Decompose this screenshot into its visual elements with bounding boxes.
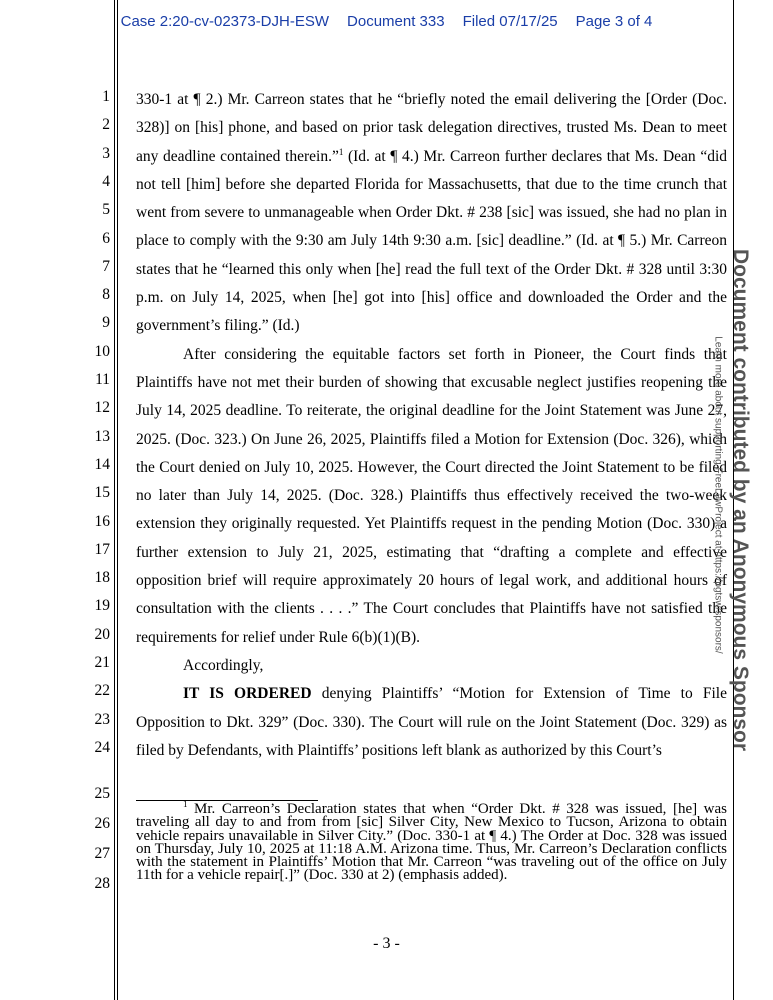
line-number: 11 [95,371,110,388]
ecf-header [0,13,773,30]
line-number: 17 [94,540,110,558]
paragraph-1: 330-1 at ¶ 2.) Mr. Carreon states that he “briefly noted the email delivering the [Order (Doc. 328)] on [his] phone, and based on prior task delegation directives, trusted Ms. Dean to meet any deadline contained therein.”$^1$ (Id. at ¶ 4.) Mr. Carreon further declares that Ms. Dean “did not tell [him] before she departed Florida for Massachusetts, that due to the time crunch that went from severe to unmanageable when Order Dkt. # 238 [sic] was issued, she had no plan in place to comply with the 9:30 am July 14th 9:30 a.m. [sic] deadline.” (Id. at ¶ 5.) Mr. Carreon states that he “learned this only when [he] read the full text of the Order Dkt. # 328 until 3:30 p.m. on July 14, 2025, when [he] got into [his] office and downloaded the Order and the government’s filing.” (Id.) [136,91,728,335]
line-number: 22 [94,682,110,700]
line-number: 6 [102,229,110,247]
document-number: Document 333 [347,13,445,30]
line-number: 10 [94,342,110,360]
line-number: 27 [94,845,110,862]
line-number: 26 [94,815,110,832]
paragraph-3: Accordingly, [183,656,264,674]
line-number: 5 [102,201,110,219]
left-margin-rule [114,0,115,1000]
footnote [136,799,727,884]
line-number: 7 [102,257,110,275]
order-heading: IT IS ORDERED [183,685,312,703]
line-number: 12 [94,399,110,417]
line-number: 13 [94,427,110,445]
watermark-main: Document contributed by an Anonymous Sponsor [729,248,752,752]
line-number: 9 [102,314,110,332]
page-count: Page 3 of 4 [575,13,653,30]
line-number: 20 [94,625,110,643]
line-number: 24 [94,738,110,756]
line-number: 28 [94,875,110,892]
footnote-reference[interactable]: 1 [338,146,344,157]
line-number: 25 [94,785,110,802]
paragraph-2: After considering the equitable factors set forth in Pioneer, the Court finds that Plaintiffs have not met their burden of showing that excusable neglect justifies reopening the July 14, 2025 deadline. To reiterate, the original deadline for the Joint Statement was June 27, 2025. (Doc. 323.) On June 26, 2025, Plaintiffs filed a Motion for Extension (Doc. 326), which the Court denied on July 10, 2025. However, the Court directed the Joint Statement to be filed no later than July 14, 2025. (Doc. 328.) Plaintiffs thus effectively received the two-week extension they originally requested. Yet Plaintiffs request in the pending Motion (Doc. 330) a further extension to July 21, 2025, estimating that “drafting a complete and effective opposition brief will require approximately 20 hours of legal work, and additional hours of consultation with the clients . . . .” The Court concludes that Plaintiffs have not satisfied the requirements for relief under Rule 6(b)(1)(B). [136,345,727,646]
line-number: 16 [94,512,110,530]
left-margin-rule-inner [117,0,118,1000]
paragraph-4: IT IS ORDERED denying Plaintiffs’ “Motion for Extension of Time to File Opposition to Dkt. 329” (Doc. 330). The Court will rule on the Joint Statement (Doc. 329) as filed by Defendants, with Plaintiffs’ positions left blank as authorized by this Court’s [136,685,727,759]
line-number: 14 [94,455,110,473]
line-number: 18 [94,569,110,587]
footnote-text: Mr. Carreon’s Declaration states that when “Order Dkt. # 328 was issued, [he] was traveling all day to and from from [sic] Silver City, New Mexico to Tucson, Arizona to obtain vehicle repairs unavailable in Silver City.” (Doc. 330-1 at ¶ 4.) The Order at Doc. 328 was issued on Thursday, July 10, 2025 at 11:18 A.M. Arizona time. Thus, Mr. Carreon’s Declaration conflicts with the statement in Plaintiffs’ Motion that Mr. Carreon “was traveling out of the office on July 11th for a vehicle repair[.]” (Doc. 330 at 2) (emphasis added). [136,801,727,884]
watermark-link[interactable]: Learn more about supporting FreeLawProject at https://pgtsw/sponsors/ [712,336,724,654]
line-number: 2 [102,116,110,134]
line-number: 23 [94,710,110,728]
line-number: 4 [102,172,110,190]
line-number: 3 [102,144,110,162]
line-number: 19 [94,597,110,615]
line-number: 15 [94,484,110,502]
body-text [136,86,727,765]
filed-date: Filed 07/17/25 [462,13,558,30]
page-number: - 3 - [373,935,400,952]
line-number: 21 [94,654,110,671]
line-number: 1 [102,88,110,105]
footnote-marker: 1 [183,799,188,809]
case-number: Case 2:20-cv-02373-DJH-ESW [120,13,330,30]
line-number: 8 [102,286,110,304]
